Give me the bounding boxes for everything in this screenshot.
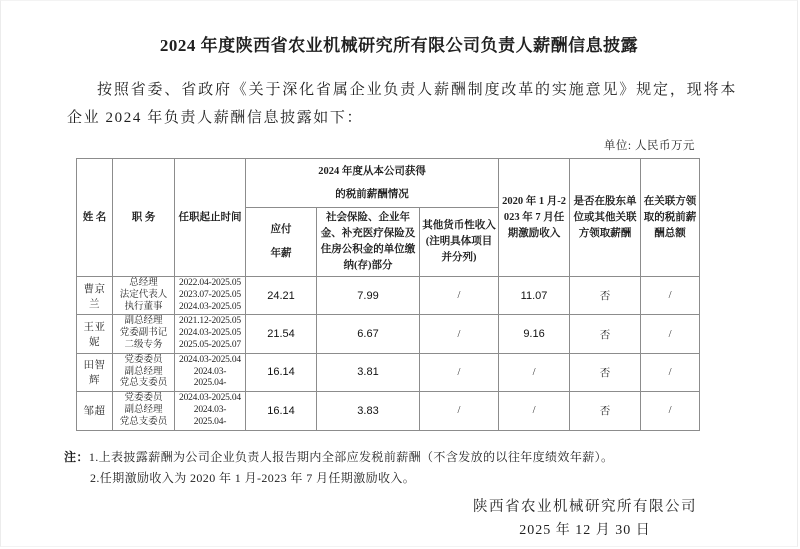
cell-payable: 16.14	[246, 392, 317, 430]
company-name: 陕西省农业机械研究所有限公司	[473, 498, 697, 515]
note-label: 注：	[64, 449, 89, 464]
col-header-related-total: 在关联方领取的税前薪酬总额	[641, 159, 700, 277]
col-header-tenure: 任职起止时间	[175, 159, 246, 277]
tenure-line: 2025.04-	[193, 378, 227, 389]
tenure-line: 2021.12-2025.05	[179, 316, 241, 327]
tenure-line: 2024.03-	[193, 404, 227, 415]
cell-positions	[113, 277, 175, 315]
comp-group-line1: 2024 年度从本公司获得	[318, 166, 426, 177]
cell-social: 3.83	[317, 392, 420, 430]
col-header-social: 社会保险、企业年金、补充医疗保险及住房公积金的单位缴纳(存)部分	[317, 208, 420, 277]
note1-text: 1.上表披露薪酬为公司企业负责人报告期内全部应发税前薪酬（不含发放的以往年度绩效年薪）。	[88, 449, 614, 464]
tenure-line: 2024.03-2025.05	[179, 328, 241, 339]
tenure-line: 2022.04-2025.05	[179, 278, 241, 288]
col-header-name: 姓 名	[77, 159, 113, 277]
cell-related: /	[641, 277, 700, 315]
position-line: 副总经理	[124, 366, 163, 377]
cell-incentive: /	[499, 353, 570, 391]
position-line: 党委副书记	[119, 328, 168, 339]
cell-other: /	[420, 315, 499, 353]
signature-block	[473, 496, 697, 543]
position-line: 党总支委员	[119, 416, 168, 427]
comp-group-line2: 的税前薪酬情况	[335, 189, 409, 200]
cell-payable: 21.54	[246, 315, 317, 353]
position-line: 法定代表人	[119, 289, 168, 300]
cell-tenures	[175, 392, 246, 430]
footnote-1	[64, 447, 797, 468]
cell-other: /	[420, 353, 499, 391]
tenure-line: 2025.05-2025.07	[179, 339, 241, 350]
cell-related: /	[641, 392, 700, 430]
cell-payable: 16.14	[246, 353, 317, 391]
col-header-incentive: 2020 年 1 月-2023 年 7 月任期激励收入	[499, 159, 570, 277]
cell-payable: 24.21	[246, 277, 317, 315]
cell-related: /	[641, 315, 700, 353]
unit-label: 单位: 人民币万元	[603, 140, 695, 152]
cell-incentive: /	[499, 392, 570, 430]
position-line: 副总经理	[124, 404, 163, 415]
position-line: 党总支委员	[119, 378, 168, 389]
tenure-line: 2025.04-	[193, 416, 227, 427]
cell-shareholder: 否	[570, 277, 641, 315]
payable-line1: 应付	[270, 224, 292, 235]
col-header-payable	[246, 208, 317, 277]
header-row-1	[77, 159, 700, 208]
cell-shareholder: 否	[570, 315, 641, 353]
col-header-comp-group	[246, 159, 499, 208]
position-line: 副总经理	[124, 316, 163, 327]
cell-social: 6.67	[317, 315, 420, 353]
table-row	[77, 392, 700, 430]
tenure-line: 2024.03-	[193, 366, 227, 377]
cell-tenures	[175, 277, 246, 315]
col-header-shareholder: 是否在股东单位或其他关联方领取薪酬	[570, 159, 641, 277]
footnote-2: 2.任期激励收入为 2020 年 1 月-2023 年 7 月任期激励收入。	[90, 470, 416, 485]
cell-social: 7.99	[317, 277, 420, 315]
position-line: 党委委员	[124, 393, 163, 404]
tenure-line: 2024.03-2025.04	[179, 354, 241, 365]
cell-tenures	[175, 315, 246, 353]
cell-related: /	[641, 353, 700, 391]
cell-other: /	[420, 277, 499, 315]
position-line: 执行董事	[124, 301, 163, 312]
cell-positions	[113, 353, 175, 391]
cell-incentive: 9.16	[499, 315, 570, 353]
tenure-line: 2024.03-2025.04	[179, 393, 241, 404]
salary-table	[76, 158, 700, 431]
position-line: 党委委员	[124, 354, 163, 365]
page-title: 2024 年度陕西省农业机械研究所有限公司负责人薪酬信息披露	[159, 36, 639, 55]
tenure-line: 2023.07-2025.05	[179, 289, 241, 300]
col-header-other-income: 其他货币性收入(注明具体项目并分列)	[420, 208, 499, 277]
cell-shareholder: 否	[570, 392, 641, 430]
signature-date: 2025 年 12 月 30 日	[519, 522, 651, 538]
cell-shareholder: 否	[570, 353, 641, 391]
cell-social: 3.81	[317, 353, 420, 391]
position-line: 总经理	[129, 278, 158, 288]
cell-name: 邹超	[77, 392, 113, 430]
cell-tenures	[175, 353, 246, 391]
footnotes	[64, 447, 797, 489]
cell-positions	[113, 315, 175, 353]
cell-name: 曹京兰	[77, 277, 113, 315]
tenure-line: 2024.03-2025.05	[179, 301, 241, 312]
col-header-position: 职 务	[113, 159, 175, 277]
cell-positions	[113, 392, 175, 430]
cell-name: 田智辉	[77, 353, 113, 391]
cell-incentive: 11.07	[499, 277, 570, 315]
position-line: 二级专务	[124, 339, 163, 350]
table-row	[77, 353, 700, 391]
cell-name: 王亚妮	[77, 315, 113, 353]
intro-paragraph: 按照省委、省政府《关于深化省属企业负责人薪酬制度改革的实施意见》规定，现将本企业 2024 年负责人薪酬信息披露如下：	[67, 82, 737, 126]
table-row	[77, 315, 700, 353]
payable-line2: 年薪	[270, 248, 292, 259]
cell-other: /	[420, 392, 499, 430]
table-row	[77, 277, 700, 315]
